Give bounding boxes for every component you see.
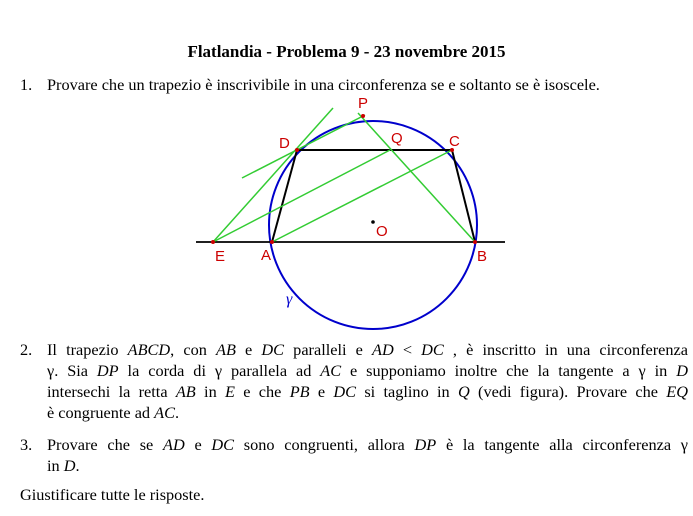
- page-title: Flatlandia - Problema 9 - 23 novembre 2015: [187, 42, 506, 61]
- segment-bc: [452, 150, 475, 242]
- problem-2-line: è congruente ad AC.: [47, 403, 180, 422]
- problem-2-number: 2.: [20, 340, 33, 359]
- label-c: C: [449, 133, 460, 150]
- problem-3-line: in D.: [47, 456, 80, 475]
- problem-2-line: intersechi la retta AB in E e che PB e DC si taglino in Q (vedi figura). Provare che EQ: [47, 382, 688, 401]
- label-a: A: [261, 247, 272, 264]
- point-b: [473, 240, 477, 244]
- label-gamma: γ: [286, 291, 293, 308]
- label-e: E: [215, 248, 226, 265]
- point-o: [371, 220, 375, 224]
- problem-1-number: 1.: [20, 75, 33, 94]
- point-d: [295, 148, 299, 152]
- tangent-at-d: [213, 108, 333, 242]
- label-b: B: [477, 248, 488, 265]
- problem-2-line: γ. Sia DP la corda di γ parallela ad AC e supponiamo inoltre che la tangente a γ in D: [47, 361, 688, 380]
- label-q: Q: [391, 130, 403, 147]
- problem-2-text: [47, 339, 688, 423]
- point-a: [270, 240, 274, 244]
- label-d: D: [279, 135, 290, 152]
- point-e: [211, 240, 215, 244]
- problem-3-line: Provare che se AD e DC sono congruenti, allora DP è la tangente alla circonferenza γ: [47, 435, 689, 454]
- chord-dp-extended: [242, 115, 365, 178]
- label-p: P: [358, 95, 369, 112]
- point-p: [361, 114, 365, 118]
- problem-2-line: Il trapezio ABCD, con AB e DC paralleli e AD < DC , è inscritto in una circonferenza: [47, 340, 689, 359]
- problem-1-line: Provare che un trapezio è inscrivibile in una circonferenza se e soltanto se è isoscele.: [47, 75, 600, 94]
- problem-3-number: 3.: [20, 435, 33, 454]
- problem-3-text: [47, 434, 688, 476]
- circle-gamma: [269, 121, 477, 329]
- segment-ad: [272, 150, 297, 242]
- footer-note: Giustificare tutte le risposte.: [20, 485, 205, 504]
- label-o: O: [376, 223, 388, 240]
